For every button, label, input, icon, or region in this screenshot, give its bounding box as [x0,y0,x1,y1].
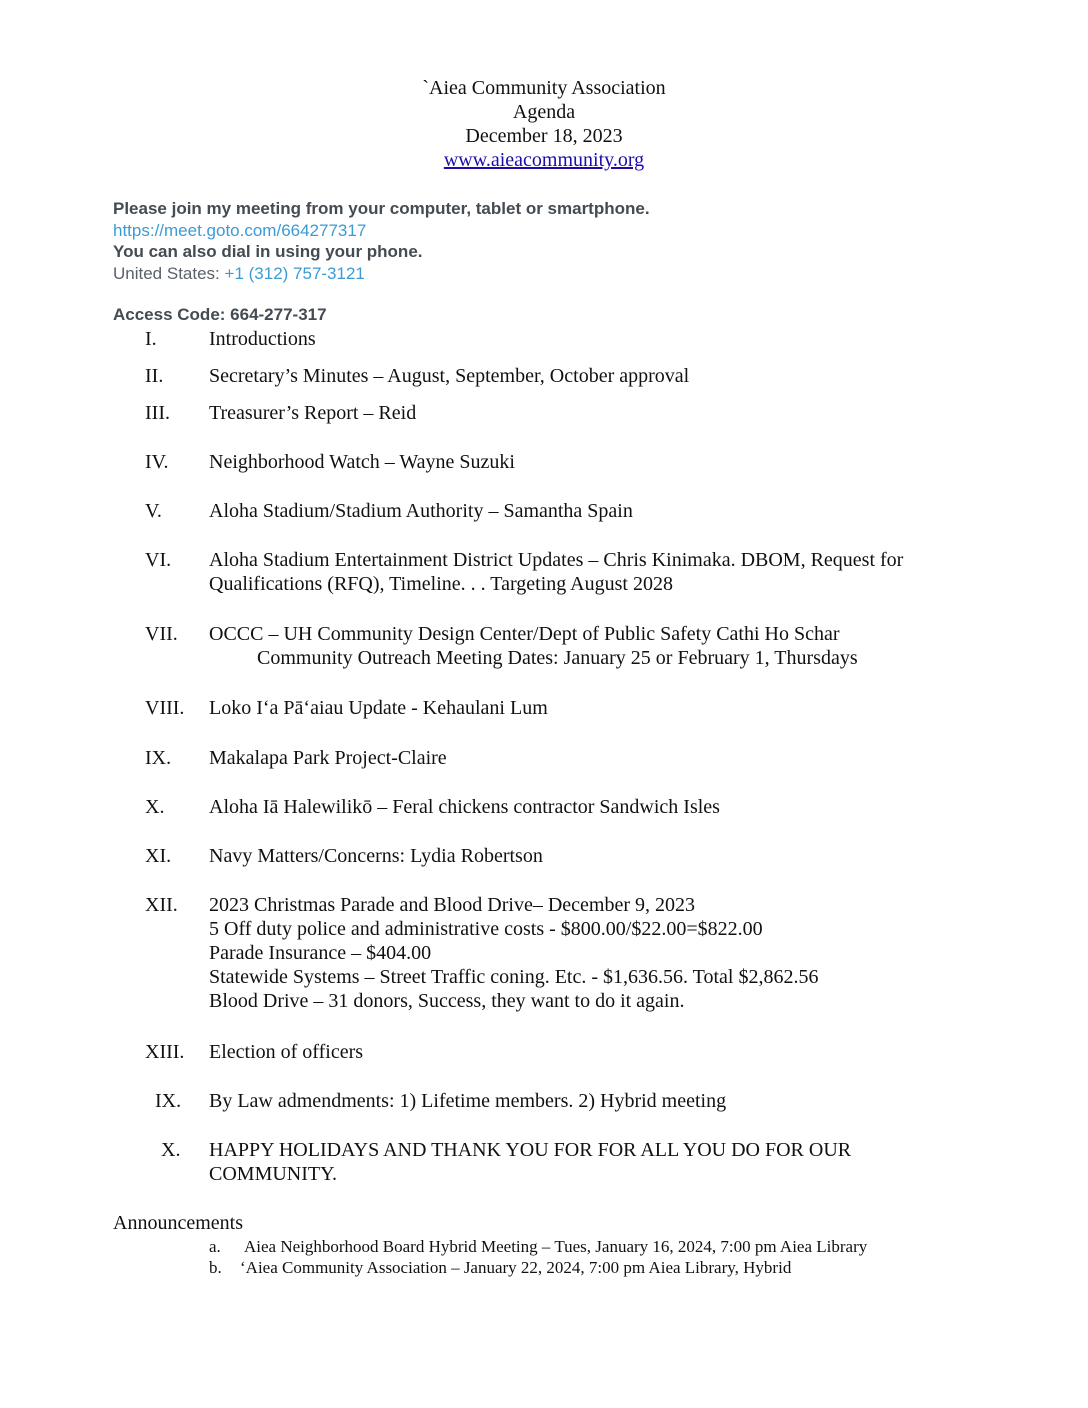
announcement-letter: a. [209,1237,221,1256]
country-label: United States: [113,263,225,283]
agenda-item-number: II. [145,365,164,387]
agenda-item-number: X. [161,1139,181,1161]
agenda-item-text: Treasurer’s Report – Reid [209,402,417,424]
agenda-item-text: OCCC – UH Community Design Center/Dept of Public Safety Cathi Ho Schar [209,623,840,645]
agenda-item-text: By Law admendments: 1) Lifetime members. 2) Hybrid meeting [209,1090,727,1112]
agenda-item-text: Makalapa Park Project-Claire [209,747,447,769]
agenda-item-number: I. [145,328,157,350]
document-type: Agenda [512,101,576,123]
join-prompt: Please join my meeting from your computer, tablet or smartphone. [113,199,650,218]
agenda-item-text: Secretary’s Minutes – August, September, October approval [209,365,690,387]
website-link[interactable]: www.aieacommunity.org [443,149,645,171]
announcement-letter: b. [209,1258,222,1277]
phone-number-link[interactable]: +1 (312) 757-3121 [224,263,365,283]
agenda-item-text: Aloha Stadium/Stadium Authority – Samantha Spain [209,500,633,522]
agenda-item-text: Blood Drive – 31 donors, Success, they want to do it again. [209,990,685,1012]
agenda-item-text: Introductions [209,328,316,350]
agenda-item-text: 2023 Christmas Parade and Blood Drive– December 9, 2023 [209,894,696,916]
agenda-item-text: Aloha Stadium Entertainment District Updates – Chris Kinimaka. DBOM, Request for [209,549,904,571]
agenda-item-number: V. [145,500,162,522]
agenda-item-number: III. [145,402,170,424]
agenda-item-text: Loko Iʻa Pāʻaiau Update - Kehaulani Lum [209,697,548,719]
agenda-item-text: Election of officers [209,1041,364,1063]
agenda-item-text: 5 Off duty police and administrative costs - $800.00/$22.00=$822.00 [209,918,763,940]
agenda-item-number: XIII. [145,1041,185,1063]
agenda-item-number: VIII. [145,697,185,719]
agenda-item-text: Aloha Iā Halewilikō – Feral chickens contractor Sandwich Isles [209,796,720,818]
agenda-item-number: IX. [155,1090,182,1112]
document-header [0,76,1088,172]
agenda-item-text: Parade Insurance – $404.00 [209,942,432,964]
access-code: Access Code: 664-277-317 [113,305,327,324]
agenda-item-number: VI. [145,549,172,571]
agenda-item-number: VII. [145,623,178,645]
meeting-date: December 18, 2023 [465,125,623,147]
announcement-text: ‘Aiea Community Association – January 22, 2024, 7:00 pm Aiea Library, Hybrid [240,1258,792,1277]
meeting-join-info [113,198,650,284]
agenda-item-text: HAPPY HOLIDAYS AND THANK YOU FOR FOR ALL YOU DO FOR OUR [209,1139,852,1161]
agenda-item-text: Statewide Systems – Street Traffic coning. Etc. - $1,636.56. Total $2,862.56 [209,966,819,988]
agenda-item-text: COMMUNITY. [209,1163,337,1185]
join-url-link[interactable]: https://meet.goto.com/664277317 [113,220,367,240]
agenda-item-text: Community Outreach Meeting Dates: January 25 or February 1, Thursdays [257,647,858,669]
agenda-item-number: XI. [145,845,172,867]
agenda-item-number: XII. [145,894,178,916]
agenda-item-number: IX. [145,747,172,769]
agenda-item-number: IV. [145,451,169,473]
agenda-item-text: Neighborhood Watch – Wayne Suzuki [209,451,515,473]
agenda-item-number: X. [145,796,165,818]
announcement-text: Aiea Neighborhood Board Hybrid Meeting – Tues, January 16, 2024, 7:00 pm Aiea Library [244,1237,868,1256]
agenda-item-text: Navy Matters/Concerns: Lydia Robertson [209,845,543,867]
dial-prompt: You can also dial in using your phone. [113,242,423,261]
announcements-title: Announcements [113,1212,243,1234]
agenda-item-text: Qualifications (RFQ), Timeline. . . Targeting August 2028 [209,573,673,595]
org-name: `Aiea Community Association [422,77,666,99]
